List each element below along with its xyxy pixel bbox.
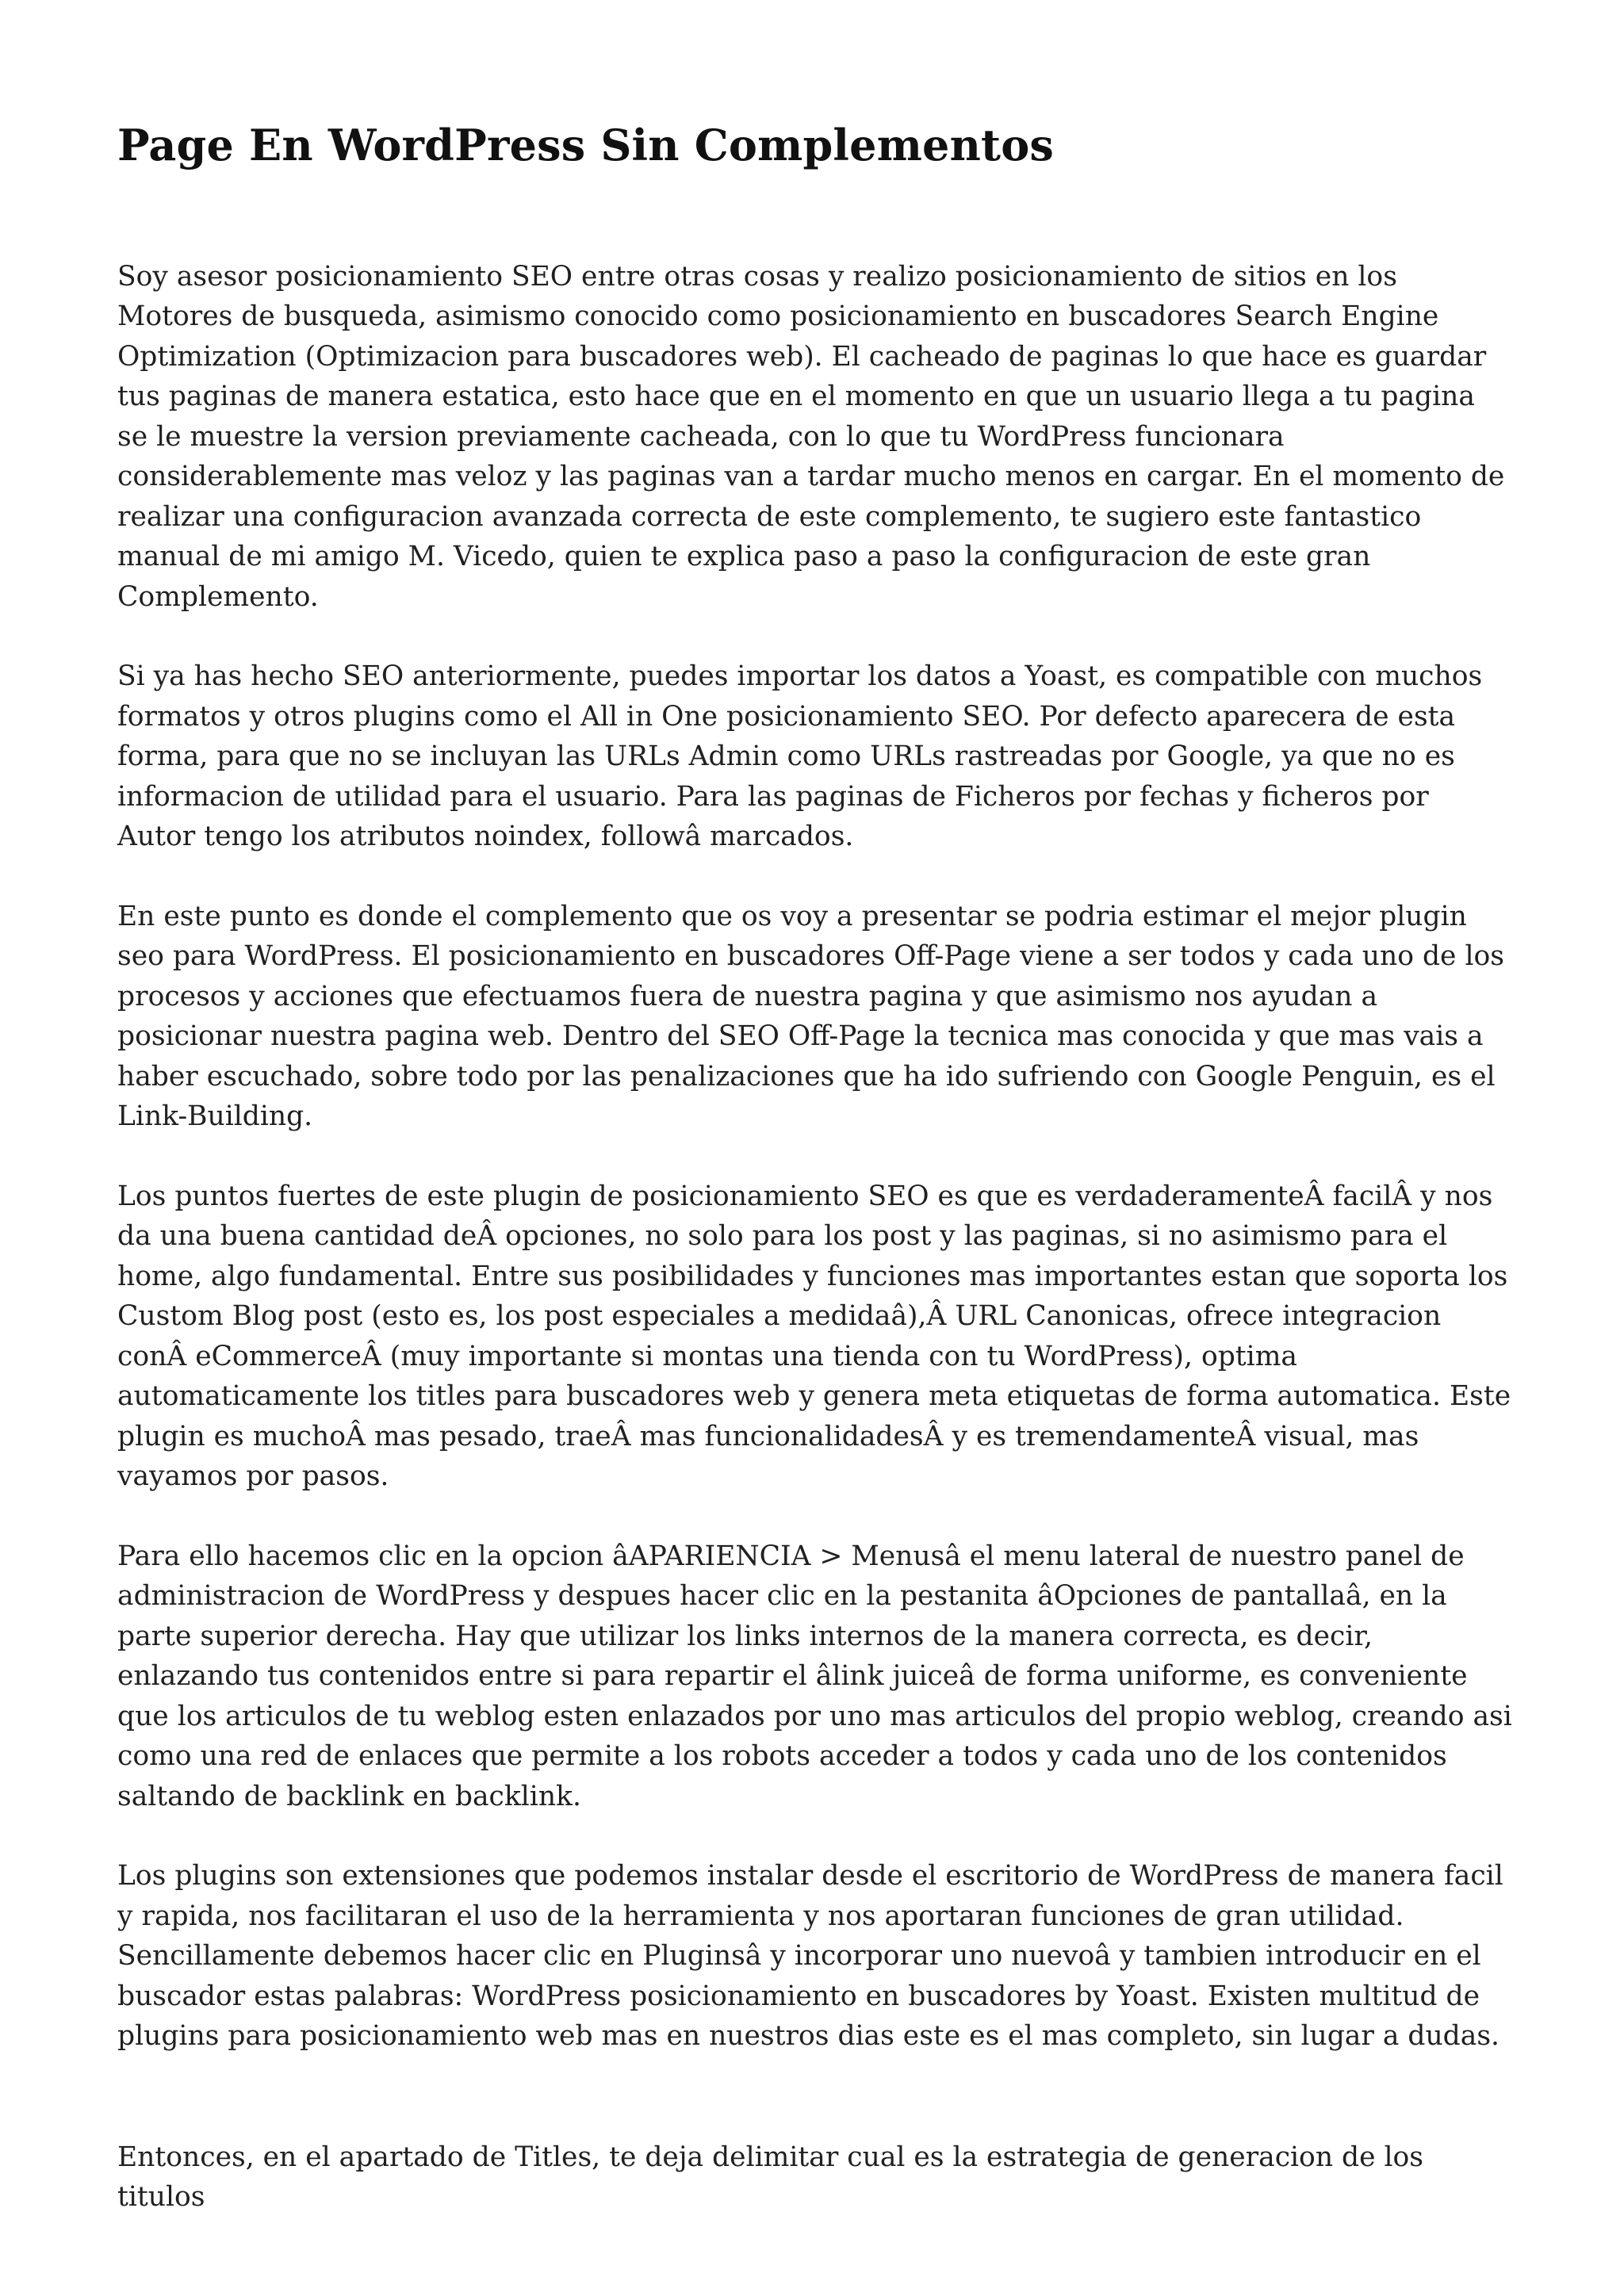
document-page (117, 119, 1513, 2257)
paragraph-6: Los plugins son extensiones que podemos instalar desde el escritorio de WordPress de manera facil y rapida, nos facilitaran el uso de la herramienta y nos aportaran funciones de gran utilidad. Sencillamente debemos hacer clic en Pluginsâ y incorporar uno nuevoâ y tambien introducir en el buscador estas palabras: WordPress posicionamiento en buscadores by Yoast. Existen multitud de plugins para posicionamiento web mas en nuestros dias este es el mas completo, sin lugar a dudas. (117, 1860, 1503, 2052)
article-body (117, 257, 1513, 2218)
paragraph-3: En este punto es donde el complemento que os voy a presentar se podria estimar el mejor plugin seo para WordPress. El posicionamiento en buscadores Off-Page viene a ser todos y cada uno de los procesos y acciones que efectuamos fuera de nuestra pagina y que asimismo nos ayudan a posicionar nuestra pagina web. Dentro del SEO Off-Page la tecnica mas conocida y que mas vais a haber escuchado, sobre todo por las penalizaciones que ha ido sufriendo con Google Penguin, es el Link-Building. (117, 900, 1504, 1132)
paragraph-7: Entonces, en el apartado de Titles, te deja delimitar cual es la estrategia de generacion de los titulos (117, 2141, 1423, 2213)
paragraph-2: Si ya has hecho SEO anteriormente, puedes importar los datos a Yoast, es compatible con muchos formatos y otros plugins como el All in One posicionamiento SEO. Por defecto aparecera de esta forma, para que no se incluyan las URLs Admin como URLs rastreadas por Google, ya que no es informacion de utilidad para el usuario. Para las paginas de Ficheros por fechas y ficheros por Autor tengo los atributos noindex, followâ marcados. (117, 660, 1483, 852)
paragraph-5: Para ello hacemos clic en la opcion âAPARIENCIA > Menusâ el menu lateral de nuestro panel de administracion de WordPress y despues hacer clic en la pestanita âOpciones de pantallaâ, en la parte superior derecha. Hay que utilizar los links internos de la manera correcta, es decir, enlazando tus contenidos entre si para repartir el âlink juiceâ de forma uniforme, es conveniente que los articulos de tu weblog esten enlazados por uno mas articulos del propio weblog, creando asi como una red de enlaces que permite a los robots acceder a todos y cada uno de los contenidos saltando de backlink en backlink. (117, 1540, 1512, 1812)
paragraph-1: Soy asesor posicionamiento SEO entre otras cosas y realizo posicionamiento de sitios en los Motores de busqueda, asimismo conocido como posicionamiento en buscadores Search Engine Optimization (Optimizacion para buscadores web). El cacheado de paginas lo que hace es guardar tus paginas de manera estatica, esto hace que en el momento en que un usuario llega a tu pagina se le muestre la version previamente cacheada, con lo que tu WordPress funcionara considerablemente mas veloz y las paginas van a tardar mucho menos en cargar. En el momento de realizar una configuracion avanzada correcta de este complemento, te sugiero este fantastico manual de mi amigo M. Vicedo, quien te explica paso a paso la configuracion de este gran Complemento. (117, 260, 1505, 613)
paragraph-4: Los puntos fuertes de este plugin de posicionamiento SEO es que es verdaderamenteÂ facilÂ y nos da una buena cantidad deÂ opciones, no solo para los post y las paginas, si no asimismo para el home, algo fundamental. Entre sus posibilidades y funciones mas importantes estan que soporta los Custom Blog post (esto es, los post especiales a medidaâ),Â URL Canonicas, ofrece integracion conÂ eCommerceÂ (muy importante si montas una tienda con tu WordPress), optima automaticamente los titles para buscadores web y genera meta etiquetas de forma automatica. Este plugin es muchoÂ mas pesado, traeÂ mas funcionalidadesÂ y es tremendamenteÂ visual, mas vayamos por pasos. (117, 1180, 1511, 1492)
page-title: Page En WordPress Sin Complementos (117, 120, 1055, 170)
